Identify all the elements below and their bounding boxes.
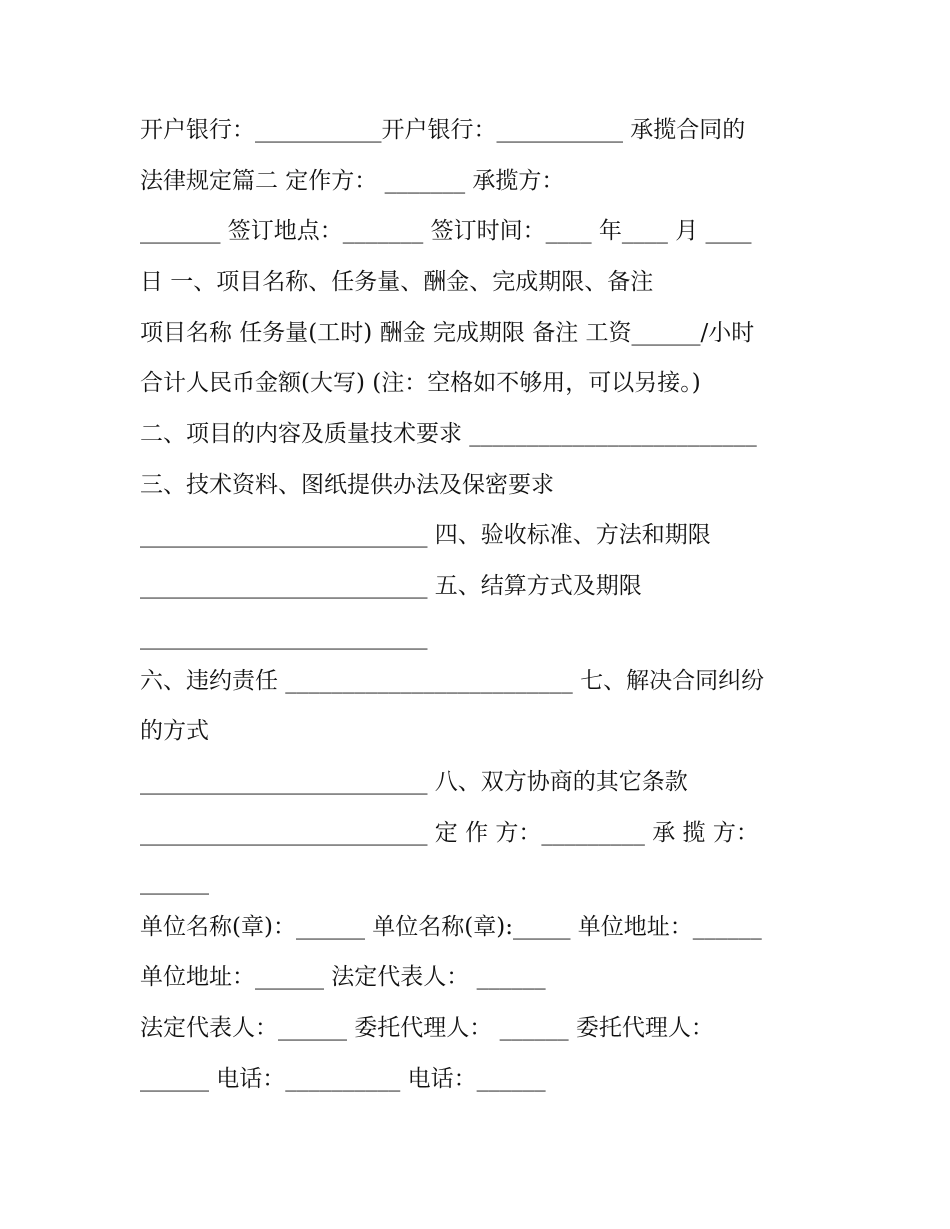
text-line-6: 合计人民币金额(大写) (注：空格如不够用，可以另接。)	[140, 370, 701, 396]
text-line-13: 的方式	[140, 718, 209, 744]
text-line-14: _________________________ 八、双方协商的其它条款	[140, 769, 688, 795]
text-line-7: 二、项目的内容及质量技术要求 _________________________	[140, 421, 757, 447]
text-line-10: _________________________ 五、结算方式及期限	[140, 573, 642, 599]
text-line-17: 单位名称(章)：______ 单位名称(章):_____ 单位地址：______	[140, 914, 762, 940]
text-line-8: 三、技术资料、图纸提供办法及保密要求	[140, 472, 554, 498]
text-line-16: ______	[140, 869, 209, 895]
text-line-18: 单位地址：______ 法定代表人： ______	[140, 964, 546, 990]
text-line-2: 法律规定篇二 定作方： _______ 承揽方：	[140, 168, 565, 194]
text-line-9: _________________________ 四、验收标准、方法和期限	[140, 522, 711, 548]
text-line-12: 六、违约责任 _________________________ 七、解决合同纠纷	[140, 668, 765, 694]
text-line-4: 日 一、项目名称、任务量、酬金、完成期限、备注	[140, 269, 654, 295]
text-line-19: 法定代表人：______ 委托代理人： ______ 委托代理人：	[140, 1015, 714, 1041]
text-line-20: ______ 电话：__________ 电话：______	[140, 1066, 546, 1092]
text-line-15: _________________________ 定 作 方：_________ 承 揽 方：	[140, 820, 759, 846]
text-line-1: 开户银行：___________开户银行：___________ 承揽合同的	[140, 117, 746, 143]
text-line-3: _______ 签订地点：_______ 签订时间：____ 年____ 月 ____	[140, 218, 752, 244]
text-line-11: _________________________	[140, 624, 428, 650]
text-line-5: 项目名称 任务量(工时) 酬金 完成期限 备注 工资______/小时	[140, 320, 755, 346]
